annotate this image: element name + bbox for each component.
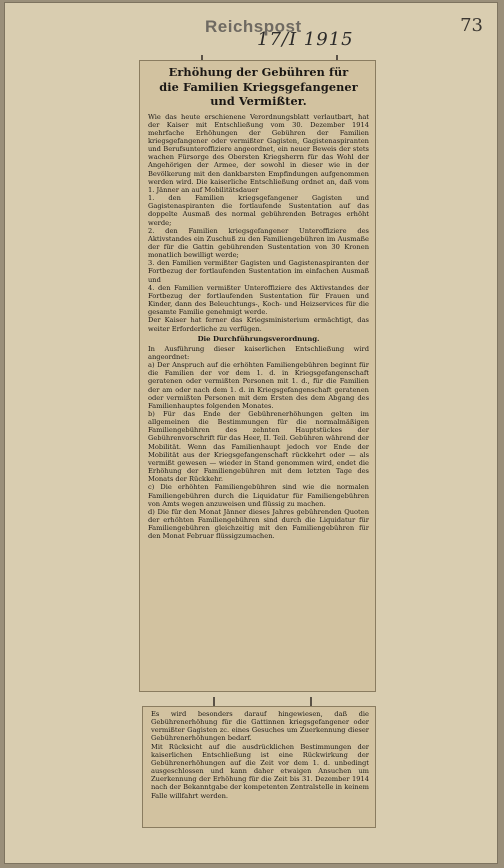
paragraph: 3. den Familien vermißter Gagisten und Gagistenaspiranten der Fortbezug der fortlaufenden Sustentation im einfachen Ausmaß und (148, 259, 369, 284)
paragraph: Wie das heute erschienene Verordnungsblatt verlautbart, hat der Kaiser mit Entschließung vom 30. Dezember 1914 mehrfache Erhöhungen der Gebühren der Familien kriegsgefangener oder vermißter Gagisten, Gagistenaspiranten und Berufsunteroffiziere angeordnet, ein neuer Beweis der stets wachen Fürsorge des Obersten Kriegsherrn für das Wohl der Angehörigen der Armee, der sowohl in dieser wie in der Bevölkerung mit den dankbarsten Empfindungen aufgenommen werden wird. Die kaiserliche Entschließung ordnet an, daß vom 1. Jänner an auf Mobilitätsdauer (148, 112, 369, 194)
paragraph: Mit Rücksicht auf die ausdrücklichen Bestimmungen der kaiserlichen Entschließung ist eine Rückwirkung der Gebührenerhöhungen auf die Zeit vor dem 1. d. unbedingt ausgeschlossen und kann daher etwaigen Ansuchen um Zuerkennung der Erhöhung für die Zeit bis 31. Dezember 1914 nach der Bekanntgabe der kompetenten Zentralstelle in keinem Falle willfahrt werden. (151, 742, 369, 800)
paragraph: 1. den Familien kriegsgefangener Gagisten und Gagistenaspiranten die fortlaufende Sustentation auf das doppelte Ausmaß des normal gebührenden Betrages erhöht werde; (148, 194, 369, 227)
title-line: und Vermißter. (210, 94, 307, 108)
title-line: die Familien Kriegsgefangener (159, 79, 358, 94)
newspaper-clipping (139, 60, 376, 692)
paragraph: In Ausführung dieser kaiserlichen Entschließung wird angeordnet: (148, 344, 369, 361)
paragraph: 2. den Familien kriegsgefangener Unteroffiziere des Aktivstandes ein Zuschuß zu den Familiengebühren im Ausmaße der für die Gattin gebührenden Sustentation von 30 Kronen monatlich bewilligt werde; (148, 226, 369, 260)
handwritten-date: 17/I 1915 (257, 29, 354, 50)
paragraph: Der Kaiser hat ferner das Kriegsministerium ermächtigt, das weiter Erforderliche zu verfügen. (148, 316, 369, 333)
paragraph: a) Der Anspruch auf die erhöhten Familiengebühren beginnt für die Familien der vor dem 1. d. in Kriegsgefangenschaft geratenen oder vermißten Personen mit 1. d., für die Familien der am oder nach dem 1. d. in Kriegsgefangenschaft geratenen oder vermißten Personen mit dem Ersten des dem Abgang des Familienhauptes folgenden Monates. (148, 361, 369, 410)
paste-mark (213, 697, 215, 706)
newspaper-clipping-continued (142, 706, 376, 828)
paste-mark (310, 697, 312, 706)
paragraph: b) Für das Ende der Gebührenerhöhungen gelten im allgemeinen die Bestimmungen für die normalmäßigen Familiengebühren des zehnten Hauptstückes der Gebührenvorschrift für das Heer, II. Teil. Gebühren während der Mobilität. Wenn das Familienhaupt jedoch vor Ende der Mobilität aus der Kriegsgefangenschaft rückkehrt oder — als vermißt gewesen — wieder in Stand genommen wird, endet die Erhöhung der Familiengebühren mit dem letzten Tage des Monats der Rückkehr. (148, 409, 369, 484)
subheading: Die Durchführungsverordnung. (197, 334, 320, 343)
paragraph: d) Die für den Monat Jänner dieses Jahres gebührenden Quoten der erhöhten Familiengebühren sind durch die Liquidatur für Familiengebühren gleichzeitig mit den Familiengebühren für den Monat Februar flüssigzumachen. (148, 507, 369, 541)
paragraph: Es wird besonders darauf hingewiesen, daß die Gebührenerhöhung für die Gattinnen kriegsgefangener oder vermißter Gagisten zc. eines Gesuches um Zuerkennung dieser Gebührenerhöhungen bedarf. (151, 710, 369, 743)
newspaper-stamp: Reichspost (205, 17, 302, 36)
article-title (148, 65, 369, 109)
title-line: Erhöhung der Gebühren für (168, 65, 349, 79)
paragraph: 4. den Familien vermißter Unteroffiziere des Aktivstandes der Fortbezug der fortlaufenden Sustentation für Frauen und Kinder, dann des Beleuchtungs-, Koch- und Heizservices für die gesamte Familie genehmigt werde. (148, 283, 369, 317)
paragraph: c) Die erhöhten Familiengebühren sind wie die normalen Familiengebühren durch die Liquidatur für Familiengebühren von Amts wegen anzuweisen und flüssig zu machen. (148, 483, 369, 508)
page-number: 73 (460, 15, 483, 36)
